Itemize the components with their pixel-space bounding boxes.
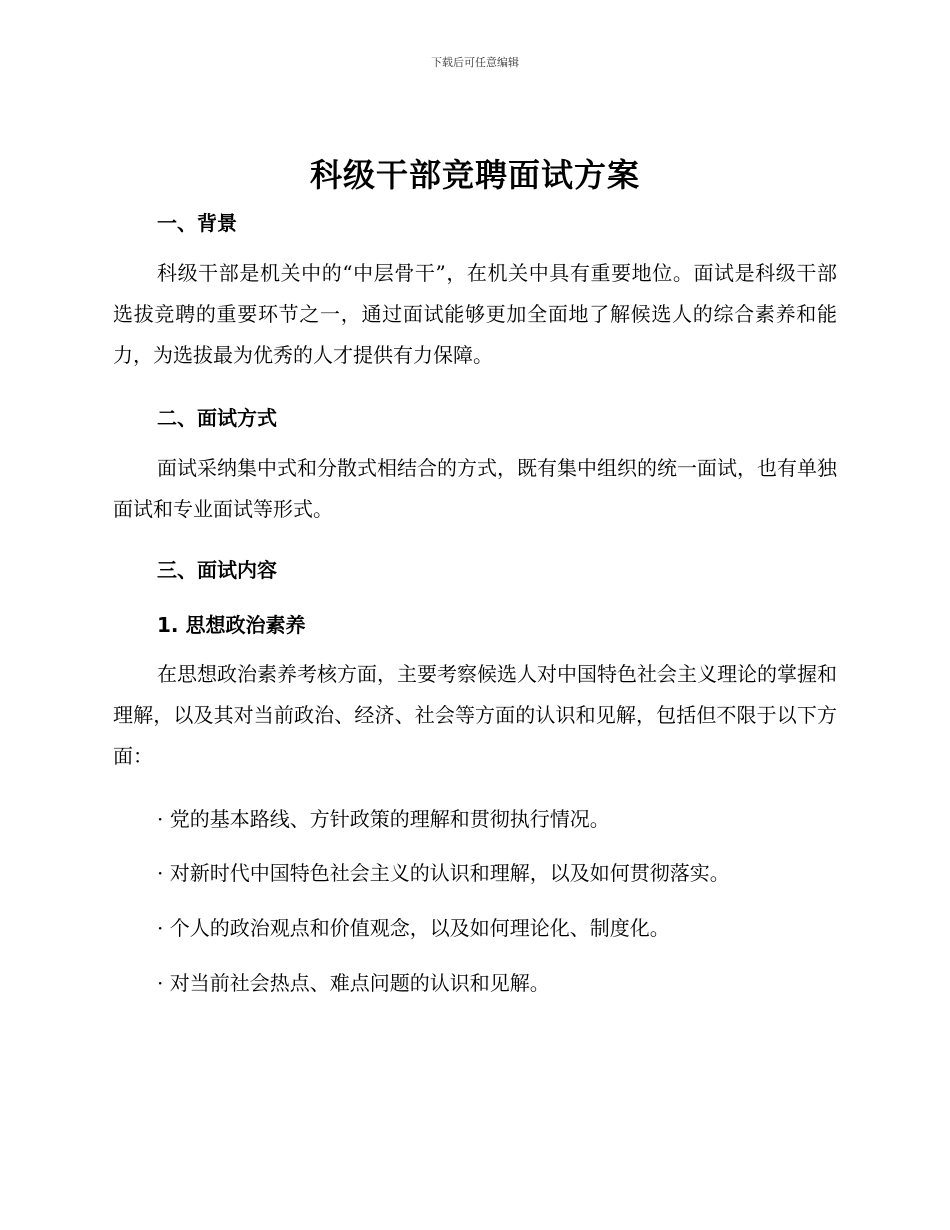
list-item: · 个人的政治观点和价值观念，以及如何理论化、制度化。 bbox=[157, 916, 670, 940]
paragraph-background: 科级干部是机关中的“中层骨干”，在机关中具有重要地位。面试是科级干部选拔竞聘的重要环节之一，通过面试能够更加全面地了解候选人的综合素养和能力，为选拔最为优秀的人才提供有力保障。 bbox=[113, 261, 837, 367]
list-item: · 党的基本路线、方针政策的理解和贯彻执行情况。 bbox=[157, 807, 610, 831]
document-title: 科级干部竞聘面试方案 bbox=[309, 156, 640, 194]
section-heading-method: 二、面试方式 bbox=[157, 406, 277, 430]
page-header-note: 下载后可任意编辑 bbox=[431, 56, 519, 69]
subheading-political-quality: 1. 思想政治素养 bbox=[157, 613, 306, 637]
paragraph-method: 面试采纳集中式和分散式相结合的方式，既有集中组织的统一面试，也有单独面试和专业面试等形式。 bbox=[113, 456, 837, 521]
list-item: · 对新时代中国特色社会主义的认识和理解，以及如何贯彻落实。 bbox=[157, 861, 730, 885]
list-item: · 对当前社会热点、难点问题的认识和见解。 bbox=[157, 971, 550, 995]
paragraph-political-quality: 在思想政治素养考核方面，主要考察候选人对中国特色社会主义理论的掌握和理解，以及其对当前政治、经济、社会等方面的认识和见解，包括但不限于以下方面： bbox=[113, 662, 837, 768]
section-heading-background: 一、背景 bbox=[157, 211, 237, 235]
section-heading-content: 三、面试内容 bbox=[157, 558, 277, 582]
